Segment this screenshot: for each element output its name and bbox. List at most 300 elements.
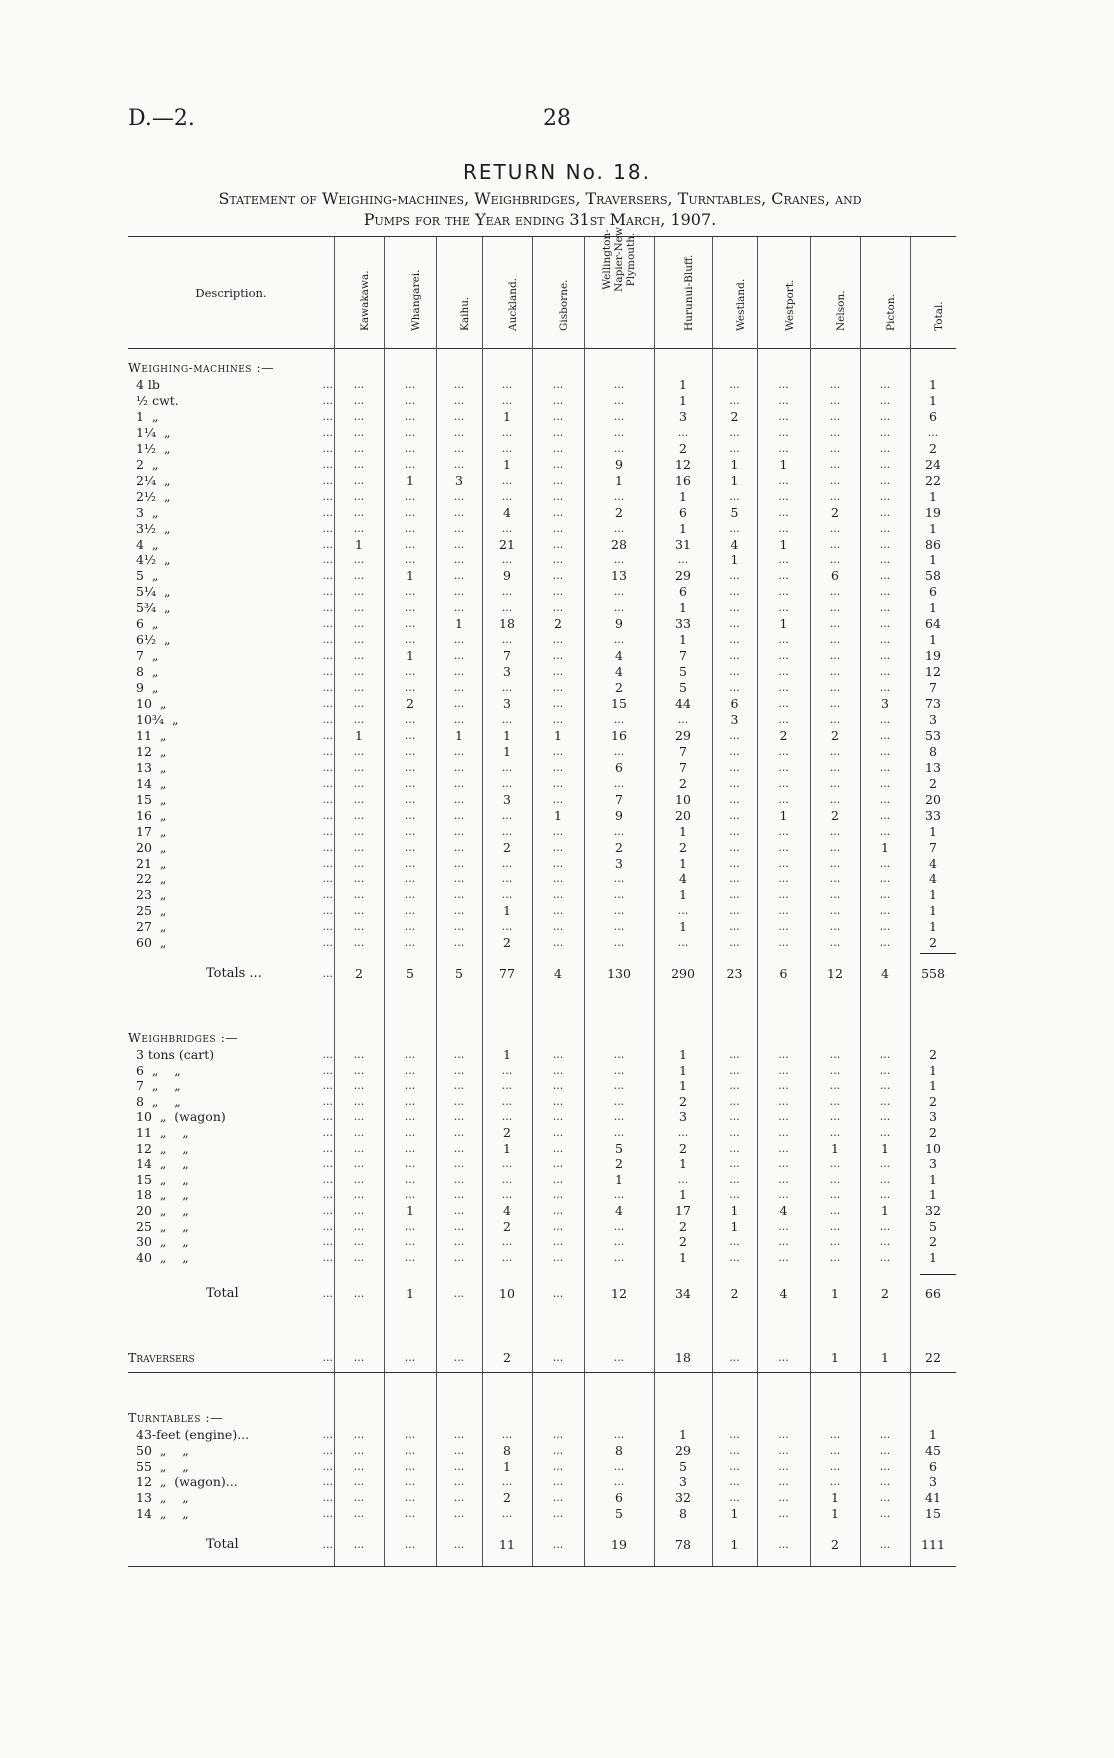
cell-value: ... [501, 473, 513, 487]
column-heading [725, 238, 745, 343]
cell-value: 16 [611, 727, 627, 743]
cell-value: ... [404, 904, 416, 918]
cell-value: ... [353, 920, 365, 934]
cell-value: ... [613, 409, 625, 423]
cell-value: ... [453, 1063, 465, 1077]
cell-value: 1 [406, 1286, 414, 1301]
cell-value: 3 [730, 711, 739, 727]
cell-value: ... [404, 393, 416, 407]
leader-dots: ... [322, 441, 333, 455]
cell-value: 1 [554, 807, 562, 823]
cell-value: ... [404, 1443, 416, 1457]
cell-value: 7 [503, 648, 511, 664]
cell-value: ... [552, 1079, 564, 1093]
cell-value: ... [501, 1250, 513, 1264]
section-title-traversers: Traversers [128, 1350, 195, 1365]
cell-value: ... [552, 1063, 564, 1077]
cell-value: 5 [679, 664, 687, 680]
cell-value: ... [778, 1235, 789, 1249]
row-label: 1½ „ [136, 440, 171, 456]
table-row [0, 887, 1114, 903]
cell-value: ... [879, 585, 891, 599]
cell-value: ... [453, 1079, 465, 1093]
cell-value: ... [552, 872, 564, 886]
cell-value: 1 [355, 727, 363, 743]
cell-value: ... [729, 1235, 740, 1249]
leader-dots: ... [322, 1428, 333, 1441]
cell-value: ... [729, 569, 740, 583]
leader-dots: ... [322, 1491, 333, 1505]
cell-value: ... [552, 457, 564, 471]
cell-value: 1 [503, 1047, 511, 1062]
cell-value: 1 [455, 727, 463, 743]
cell-value: ... [729, 1126, 740, 1139]
cell-value: ... [453, 537, 465, 551]
cell-value: ... [353, 1459, 365, 1473]
table-row [0, 425, 1114, 441]
cell-value: 2 [355, 966, 363, 981]
cell-value: ... [552, 473, 564, 487]
cell-value: 32 [675, 1490, 691, 1506]
cell-value: ... [353, 378, 365, 391]
cell-value: ... [353, 441, 365, 455]
cell-value: 558 [921, 966, 945, 981]
cell-value: ... [552, 601, 564, 615]
table-row [0, 1125, 1114, 1141]
row-label: 3½ „ [136, 520, 171, 536]
cell-value: 1 [929, 903, 937, 919]
leader-dots: ... [322, 776, 333, 790]
row-label: 21 „ [136, 855, 167, 871]
leader-dots: ... [322, 888, 333, 902]
cell-value: ... [729, 1459, 740, 1473]
total-label: Total [206, 1286, 239, 1301]
leader-dots: ... [322, 601, 333, 615]
cell-value: 7 [679, 759, 687, 775]
cell-value: 1 [406, 568, 414, 584]
cell-value: 3 [455, 472, 463, 488]
cell-value: ... [879, 744, 891, 758]
cell-value: 13 [611, 568, 627, 584]
cell-value: ... [778, 473, 789, 487]
cell-value: ... [453, 393, 465, 407]
cell-value: ... [453, 888, 465, 902]
table-row [0, 552, 1114, 568]
cell-value: 1 [679, 1078, 687, 1094]
cell-value: ... [729, 1443, 740, 1457]
page-header-ref: D.—2. [128, 106, 195, 131]
cell-value: 1 [929, 1062, 937, 1078]
cell-value: ... [353, 681, 365, 695]
cell-value: ... [453, 808, 465, 822]
cell-value: ... [879, 1063, 891, 1077]
cell-value: 6 [679, 584, 687, 600]
cell-value: ... [353, 1048, 365, 1061]
cell-value: ... [879, 1507, 891, 1520]
cell-value: ... [404, 1048, 416, 1061]
cell-value: 8 [615, 1442, 623, 1458]
cell-value: ... [453, 1219, 465, 1233]
leader-dots: ... [322, 872, 333, 886]
cell-value: ... [453, 1491, 465, 1505]
cell-value: ... [552, 792, 564, 806]
cell-value: ... [613, 904, 625, 918]
cell-value: ... [879, 601, 891, 615]
cell-value: ... [552, 425, 564, 439]
cell-value: ... [879, 665, 891, 679]
cell-value: 1 [679, 855, 687, 871]
table-row [0, 1427, 1114, 1443]
cell-value: 1 [679, 377, 687, 392]
cell-value: ... [501, 1507, 513, 1520]
cell-value: ... [778, 1079, 789, 1093]
row-label: 7 „ [136, 648, 159, 664]
cell-value: ... [552, 585, 564, 599]
cell-value: ... [778, 649, 789, 663]
cell-value: ... [453, 1507, 465, 1520]
cell-value: ... [729, 1063, 740, 1077]
cell-value: ... [353, 1491, 365, 1505]
cell-value: ... [879, 1475, 891, 1489]
cell-value: 15 [611, 696, 627, 711]
cell-value: ... [879, 1172, 891, 1186]
cell-value: 1 [679, 1249, 687, 1265]
cell-value: ... [453, 665, 465, 679]
cell-value: ... [453, 441, 465, 455]
cell-value: 16 [675, 472, 691, 488]
row-label: 8 „ [136, 664, 159, 680]
leader-dots: ... [322, 537, 333, 551]
cell-value: ... [829, 1475, 841, 1489]
cell-value: ... [453, 505, 465, 519]
cell-value: ... [879, 1538, 891, 1551]
cell-value: ... [879, 728, 891, 742]
column-heading-text: Hurunui-Bluff. [683, 254, 695, 331]
cell-value: ... [729, 378, 740, 391]
row-label: 60 „ [136, 935, 167, 951]
table-row [0, 808, 1114, 824]
row-label: 7 „ „ [136, 1078, 181, 1094]
cell-value: ... [778, 425, 789, 439]
cell-value: ... [778, 665, 789, 679]
cell-value: ... [453, 681, 465, 695]
cell-value: 6 [929, 1458, 937, 1474]
cell-value: ... [453, 1157, 465, 1171]
cell-value: ... [778, 1538, 789, 1551]
cell-value: 3 [929, 1156, 937, 1172]
cell-value: 4 [881, 966, 889, 981]
leader-dots: ... [322, 728, 333, 742]
cell-value: ... [353, 1219, 365, 1233]
total-row [0, 1537, 1114, 1553]
cell-value: 1 [929, 1427, 937, 1442]
cell-value: ... [829, 744, 841, 758]
cell-value: ... [729, 489, 740, 503]
cell-value: ... [829, 665, 841, 679]
cell-value: 2 [679, 440, 687, 456]
cell-value: ... [729, 585, 740, 599]
cell-value: 31 [675, 536, 691, 552]
cell-value: ... [729, 760, 740, 774]
cell-value: ... [778, 1188, 789, 1202]
cell-value: 111 [921, 1537, 945, 1552]
cell-value: ... [404, 585, 416, 599]
cell-value: ... [552, 1141, 564, 1155]
cell-value: ... [404, 872, 416, 886]
cell-value: ... [778, 840, 789, 854]
cell-value: ... [829, 1126, 841, 1139]
cell-value: ... [879, 537, 891, 551]
cell-value: ... [829, 856, 841, 870]
cell-value: 3 [679, 408, 687, 424]
column-heading [673, 238, 693, 343]
cell-value: ... [677, 904, 689, 918]
cell-value: ... [404, 617, 416, 631]
cell-value: 22 [925, 1350, 941, 1365]
cell-value: 45 [925, 1442, 941, 1458]
header-bottom-rule [128, 348, 956, 349]
column-heading-text: Auckland. [507, 277, 519, 331]
cell-value: 2 [929, 1047, 937, 1062]
cell-value: 1 [503, 1458, 511, 1474]
cell-value: 3 [929, 1109, 937, 1125]
cell-value: ... [353, 744, 365, 758]
cell-value: ... [404, 1351, 416, 1364]
cell-value: 3 [503, 696, 511, 711]
cell-value: ... [729, 1094, 740, 1108]
cell-value: ... [404, 1475, 416, 1489]
cell-value: ... [729, 776, 740, 790]
cell-value: ... [879, 1235, 891, 1249]
cell-value: ... [404, 1110, 416, 1124]
cell-value: ... [829, 1063, 841, 1077]
leader-dots: ... [322, 824, 333, 838]
cell-value: 20 [675, 807, 691, 823]
cell-value: ... [353, 1094, 365, 1108]
cell-value: 9 [615, 456, 623, 472]
table-top-rule [128, 236, 956, 237]
cell-value: 1 [615, 472, 623, 488]
cell-value: ... [879, 1079, 891, 1093]
cell-value: ... [404, 633, 416, 647]
cell-value: ... [879, 473, 891, 487]
cell-value: ... [729, 1048, 740, 1061]
cell-value: ... [829, 601, 841, 615]
cell-value: ... [729, 617, 740, 631]
cell-value: 1 [406, 1203, 414, 1218]
cell-value: ... [778, 393, 789, 407]
cell-value: 2 [881, 1286, 889, 1301]
cell-value: 2 [730, 1286, 739, 1301]
cell-value: ... [353, 425, 365, 439]
table-row [0, 568, 1114, 584]
cell-value: ... [729, 1428, 740, 1441]
cell-value: 4 [779, 1203, 788, 1218]
cell-value: ... [829, 537, 841, 551]
cell-value: 10 [499, 1286, 515, 1301]
cell-value: ... [613, 936, 625, 950]
table-row [0, 648, 1114, 664]
cell-value: 2 [779, 727, 788, 743]
cell-value: 2 [929, 1093, 937, 1109]
cell-value: ... [552, 1491, 564, 1505]
cell-value: ... [879, 872, 891, 886]
cell-value: ... [879, 409, 891, 423]
cell-value: ... [613, 744, 625, 758]
cell-value: 32 [925, 1203, 941, 1218]
cell-value: ... [404, 1507, 416, 1520]
cell-value: ... [552, 1172, 564, 1186]
cell-value: ... [404, 1491, 416, 1505]
cell-value: 66 [925, 1286, 941, 1301]
cell-value: ... [404, 1172, 416, 1186]
cell-value: ... [729, 665, 740, 679]
cell-value: ... [829, 920, 841, 934]
cell-value: ... [829, 633, 841, 647]
cell-value: ... [778, 1126, 789, 1139]
leader-dots: ... [322, 521, 333, 535]
leader-dots: ... [322, 378, 333, 391]
cell-value: 4 [615, 664, 623, 680]
cell-value: ... [829, 1204, 841, 1217]
table-row [0, 744, 1114, 760]
row-label: 2 „ [136, 456, 159, 472]
leader-dots: ... [322, 1094, 333, 1108]
leader-dots: ... [322, 1351, 333, 1364]
table-row [0, 1459, 1114, 1475]
cell-value: ... [613, 1235, 625, 1249]
cell-value: ... [404, 1459, 416, 1473]
leader-dots: ... [322, 697, 333, 710]
cell-value: ... [879, 1094, 891, 1108]
cell-value: 8 [929, 743, 937, 759]
cell-value: ... [552, 888, 564, 902]
cell-value: ... [879, 521, 891, 535]
page-number: 28 [543, 106, 571, 131]
cell-value: ... [879, 425, 891, 439]
cell-value: ... [552, 681, 564, 695]
cell-value: ... [552, 712, 564, 726]
cell-value: ... [453, 1141, 465, 1155]
cell-value: ... [453, 840, 465, 854]
cell-value: ... [404, 1250, 416, 1264]
total-row [0, 966, 1114, 982]
cell-value: 3 [503, 791, 511, 807]
table-row [0, 1250, 1114, 1266]
cell-value: 1 [929, 1249, 937, 1265]
cell-value: ... [778, 1094, 789, 1108]
cell-value: ... [453, 457, 465, 471]
cell-value: ... [404, 856, 416, 870]
cell-value: ... [778, 1443, 789, 1457]
cell-value: ... [501, 681, 513, 695]
table-row [0, 1474, 1114, 1490]
cell-value: ... [613, 1063, 625, 1077]
leader-dots: ... [322, 665, 333, 679]
cell-value: 3 [679, 1474, 687, 1490]
cell-value: ... [552, 537, 564, 551]
cell-value: 2 [554, 616, 562, 632]
cell-value: ... [453, 792, 465, 806]
cell-value: ... [353, 553, 365, 567]
cell-value: 12 [827, 966, 843, 981]
cell-value: ... [353, 936, 365, 950]
cell-value: ... [879, 378, 891, 391]
cell-value: ... [404, 1188, 416, 1202]
row-label: 16 „ [136, 807, 167, 823]
cell-value: ... [778, 441, 789, 455]
row-label: 50 „ „ [136, 1442, 189, 1458]
row-label: 12 „ [136, 743, 167, 759]
cell-value: ... [453, 1172, 465, 1186]
leader-dots: ... [322, 1063, 333, 1077]
cell-value: ... [453, 1204, 465, 1217]
cell-value: ... [778, 697, 789, 710]
cell-value: 2 [615, 504, 623, 520]
cell-value: 28 [611, 536, 627, 552]
cell-value: ... [829, 585, 841, 599]
cell-value: ... [613, 1428, 625, 1441]
cell-value: ... [404, 378, 416, 391]
cell-value: ... [501, 585, 513, 599]
cell-value: ... [778, 1063, 789, 1077]
cell-value: ... [552, 1126, 564, 1139]
row-label: 13 „ [136, 759, 167, 775]
cell-value: ... [501, 393, 513, 407]
cell-value: ... [879, 1491, 891, 1505]
cell-value: ... [729, 1079, 740, 1093]
cell-value: ... [613, 378, 625, 391]
cell-value: 12 [675, 456, 691, 472]
row-label: 27 „ [136, 919, 167, 935]
cell-value: ... [552, 824, 564, 838]
cell-value: 1 [730, 1537, 739, 1552]
cell-value: 1 [831, 1140, 839, 1156]
cell-value: ... [353, 521, 365, 535]
cell-value: ... [879, 1250, 891, 1264]
cell-value: ... [729, 808, 740, 822]
cell-value: ... [453, 1188, 465, 1202]
cell-value: ... [453, 760, 465, 774]
cell-value: 5 [455, 966, 463, 981]
leader-dots: ... [322, 1110, 333, 1124]
cell-value: 53 [925, 727, 941, 743]
leader-dots: ... [322, 1172, 333, 1186]
cell-value: ... [404, 601, 416, 615]
cell-value: ... [501, 1094, 513, 1108]
cell-value: ... [879, 808, 891, 822]
cell-value: ... [552, 1110, 564, 1124]
cell-value: 2 [831, 504, 839, 520]
cell-value: ... [829, 425, 841, 439]
cell-value: ... [552, 665, 564, 679]
cell-value: ... [353, 1351, 365, 1364]
description-heading: Description. [195, 286, 267, 300]
cell-value: 1 [679, 600, 687, 616]
row-label: 13 „ „ [136, 1490, 189, 1506]
cell-value: ... [729, 521, 740, 535]
cell-value: ... [404, 537, 416, 551]
cell-value: ... [778, 569, 789, 583]
cell-value: 1 [355, 536, 363, 552]
cell-value: ... [879, 617, 891, 631]
cell-value: 4 [554, 966, 562, 981]
cell-value: ... [778, 712, 789, 726]
cell-value: ... [879, 681, 891, 695]
cell-value: 9 [503, 568, 511, 584]
cell-value: ... [879, 1428, 891, 1441]
leader-dots: ... [322, 1538, 333, 1551]
